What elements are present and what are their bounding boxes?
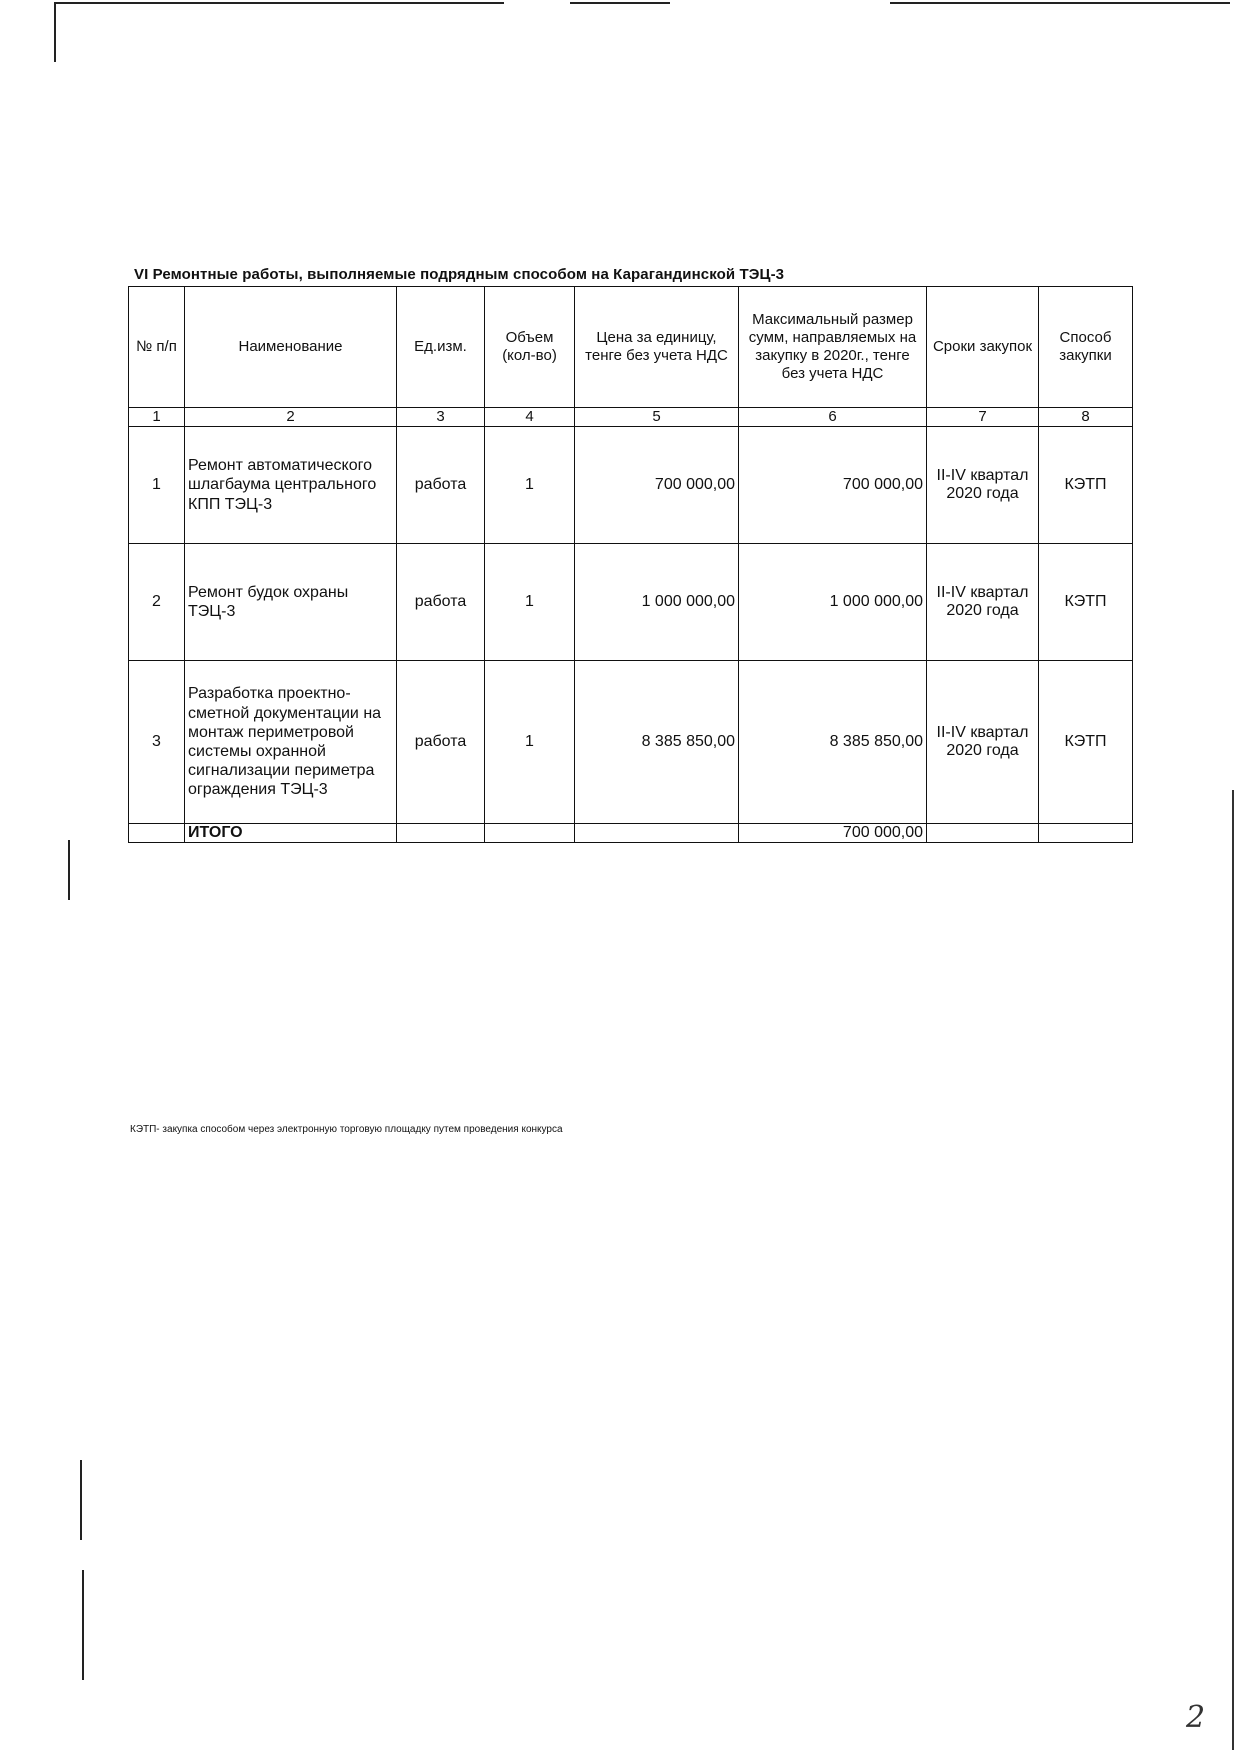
scan-edge-left xyxy=(80,1460,82,1540)
row-unit: работа xyxy=(397,544,485,661)
column-number-row xyxy=(129,408,1133,427)
column-number: 8 xyxy=(1039,408,1133,427)
scan-edge-left xyxy=(68,840,70,900)
row-period: II-IV квартал 2020 года xyxy=(927,544,1039,661)
header-method: Способ закупки xyxy=(1039,287,1133,408)
row-price: 700 000,00 xyxy=(575,427,739,544)
procurement-table xyxy=(128,286,1133,843)
row-num: 2 xyxy=(129,544,185,661)
row-name: Ремонт будок охраны ТЭЦ-3 xyxy=(185,544,397,661)
row-method: КЭТП xyxy=(1039,427,1133,544)
table-row xyxy=(129,661,1133,824)
row-method: КЭТП xyxy=(1039,544,1133,661)
row-max-sum: 1 000 000,00 xyxy=(739,544,927,661)
row-method: КЭТП xyxy=(1039,661,1133,824)
row-price: 1 000 000,00 xyxy=(575,544,739,661)
row-name: Разработка проектно-сметной документации на монтаж периметровой системы охранной сигнализации периметра ограждения ТЭЦ-3 xyxy=(185,661,397,824)
table-row xyxy=(129,544,1133,661)
scan-edge-left xyxy=(54,2,56,62)
total-empty-cell xyxy=(575,824,739,843)
total-empty-cell xyxy=(397,824,485,843)
row-qty: 1 xyxy=(485,661,575,824)
total-value: 700 000,00 xyxy=(739,824,927,843)
row-unit: работа xyxy=(397,427,485,544)
scan-edge-left xyxy=(82,1570,84,1680)
row-unit: работа xyxy=(397,661,485,824)
row-num: 3 xyxy=(129,661,185,824)
header-price: Цена за единицу, тенге без учета НДС xyxy=(575,287,739,408)
scan-edge-top xyxy=(54,2,504,4)
header-name: Наименование xyxy=(185,287,397,408)
header-unit: Ед.изм. xyxy=(397,287,485,408)
header-period: Сроки закупок xyxy=(927,287,1039,408)
row-max-sum: 700 000,00 xyxy=(739,427,927,544)
row-num: 1 xyxy=(129,427,185,544)
total-empty-cell xyxy=(129,824,185,843)
total-empty-cell xyxy=(927,824,1039,843)
column-number: 5 xyxy=(575,408,739,427)
total-empty-cell xyxy=(485,824,575,843)
row-period: II-IV квартал 2020 года xyxy=(927,661,1039,824)
header-max-sum: Максимальный размер сумм, направляемых на закупку в 2020г., тенге без учета НДС xyxy=(739,287,927,408)
column-number: 1 xyxy=(129,408,185,427)
column-number: 2 xyxy=(185,408,397,427)
row-price: 8 385 850,00 xyxy=(575,661,739,824)
scan-edge-top xyxy=(890,2,1230,4)
row-max-sum: 8 385 850,00 xyxy=(739,661,927,824)
total-row xyxy=(129,824,1133,843)
section-title: VI Ремонтные работы, выполняемые подрядным способом на Карагандинской ТЭЦ-3 xyxy=(134,266,785,283)
column-number: 7 xyxy=(927,408,1039,427)
total-label: ИТОГО xyxy=(185,824,397,843)
row-qty: 1 xyxy=(485,544,575,661)
scan-edge-top xyxy=(570,2,670,4)
column-number: 4 xyxy=(485,408,575,427)
handwritten-page-number: 2 xyxy=(1186,1700,1206,1735)
header-row xyxy=(129,287,1133,408)
total-empty-cell xyxy=(1039,824,1133,843)
row-qty: 1 xyxy=(485,427,575,544)
column-number: 3 xyxy=(397,408,485,427)
header-num: № п/п xyxy=(129,287,185,408)
footnote: КЭТП- закупка способом через электронную торговую площадку путем проведения конкурса xyxy=(130,1124,563,1135)
table-row xyxy=(129,427,1133,544)
row-name: Ремонт автоматического шлагбаума центрального КПП ТЭЦ-3 xyxy=(185,427,397,544)
scan-edge-right xyxy=(1232,790,1234,1750)
row-period: II-IV квартал 2020 года xyxy=(927,427,1039,544)
header-qty: Объем (кол-во) xyxy=(485,287,575,408)
column-number: 6 xyxy=(739,408,927,427)
